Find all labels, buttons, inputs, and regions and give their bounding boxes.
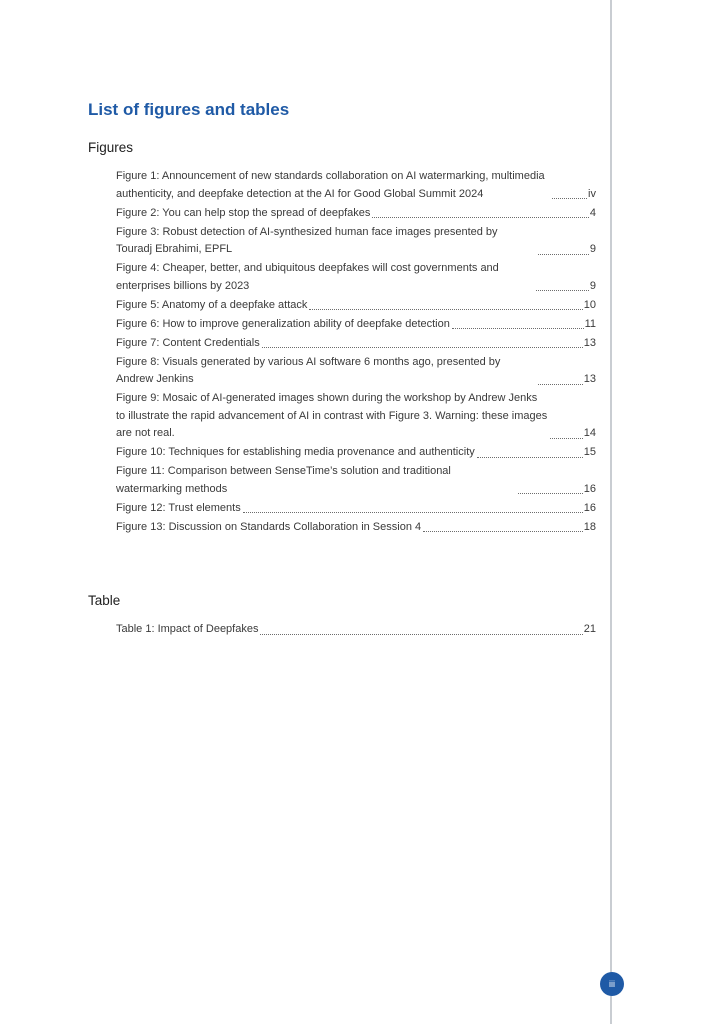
toc-entry-figure-13[interactable]: [116, 519, 596, 537]
toc-entry-page: 9: [589, 279, 596, 292]
toc-entry-page: 13: [583, 373, 596, 385]
toc-entry-figure-11[interactable]: [116, 463, 596, 498]
toc-entry-text: Figure 5: Anatomy of a deepfake attack: [116, 298, 308, 311]
page-number-badge: iii: [600, 972, 624, 996]
toc-entry-text: Figure 13: Discussion on Standards Collaboration in Session 4: [116, 520, 422, 533]
toc-entry-text: Figure 4: Cheaper, better, and ubiquitous deepfakes will cost governments and enterprises billions by 2023: [116, 262, 499, 292]
toc-entry-figure-10[interactable]: [116, 444, 596, 462]
toc-entry-page: 16: [583, 482, 596, 495]
dot-leader: [538, 384, 583, 385]
toc-entry-text: Figure 12: Trust elements: [116, 501, 241, 514]
toc-entry-figure-3[interactable]: [116, 224, 596, 259]
toc-entry-text: Figure 9: Mosaic of AI-generated images shown during the workshop by Andrew Jenks to illustrate the rapid advancement of AI in contrast with Figure 3. Warning: these images are not real.: [116, 392, 548, 439]
toc-entry-figure-8[interactable]: [116, 354, 596, 389]
toc-entry-text: Table 1: Impact of Deepfakes: [116, 623, 259, 635]
toc-entry-text: Figure 2: You can help stop the spread of deepfakes: [116, 206, 371, 219]
toc-entry-page: 11: [584, 317, 596, 330]
toc-entry-page: iv: [588, 187, 596, 200]
dot-leader: [518, 493, 583, 494]
figures-list: [116, 168, 596, 538]
toc-entry-page: 4: [589, 206, 596, 219]
dot-leader: [262, 347, 583, 348]
dot-leader: [309, 309, 582, 310]
toc-entry-figure-5[interactable]: [116, 297, 596, 315]
dot-leader: [372, 217, 588, 218]
toc-entry-text: Figure 1: Announcement of new standards collaboration on AI watermarking, multimedia authenticity, and deepfake detection at the AI for Good Global Summit 2024: [116, 170, 545, 200]
toc-entry-page: 14: [583, 427, 596, 439]
toc-entry-figure-7[interactable]: [116, 335, 596, 353]
dot-leader: [477, 457, 583, 458]
toc-entry-figure-9[interactable]: [116, 390, 596, 443]
toc-entry-figure-6[interactable]: [116, 316, 596, 334]
toc-entry-page: 16: [583, 501, 596, 514]
dot-leader: [243, 512, 583, 513]
toc-entry-text: Figure 8: Visuals generated by various AI software 6 months ago, presented by Andrew Jenkins: [116, 355, 501, 385]
figures-heading: Figures: [88, 140, 134, 155]
dot-leader: [536, 290, 589, 291]
dot-leader: [538, 254, 589, 255]
tables-list: [116, 621, 596, 640]
page-title: List of figures and tables: [88, 100, 290, 119]
toc-entry-page: 18: [583, 520, 596, 533]
toc-entry-figure-12[interactable]: [116, 500, 596, 518]
tables-heading: Table: [88, 593, 121, 608]
toc-entry-text: Figure 10: Techniques for establishing media provenance and authenticity: [116, 446, 475, 458]
toc-entry-figure-2[interactable]: [116, 205, 596, 223]
toc-entry-page: 21: [583, 623, 596, 635]
toc-entry-page: 10: [583, 298, 596, 311]
toc-entry-page: 13: [583, 336, 596, 349]
toc-entry-page: 9: [589, 243, 596, 255]
page-edge-rule: [610, 0, 612, 1024]
dot-leader: [260, 634, 582, 635]
toc-entry-text: Figure 11: Comparison between SenseTime’s solution and traditional watermarking methods: [116, 465, 451, 495]
toc-entry-text: Figure 3: Robust detection of AI-synthesized human face images presented by Touradj Ebrahimi, EPFL: [116, 225, 498, 255]
toc-entry-text: Figure 7: Content Credentials: [116, 336, 260, 349]
toc-entry-figure-4[interactable]: [116, 260, 596, 295]
dot-leader: [423, 531, 583, 532]
dot-leader: [550, 438, 583, 439]
dot-leader: [452, 328, 584, 329]
toc-entry-text: Figure 6: How to improve generalization ability of deepfake detection: [116, 317, 450, 330]
toc-entry-figure-1[interactable]: [116, 168, 596, 203]
toc-entry-table-1[interactable]: [116, 621, 596, 639]
dot-leader: [552, 198, 587, 199]
toc-entry-page: 15: [583, 446, 596, 458]
